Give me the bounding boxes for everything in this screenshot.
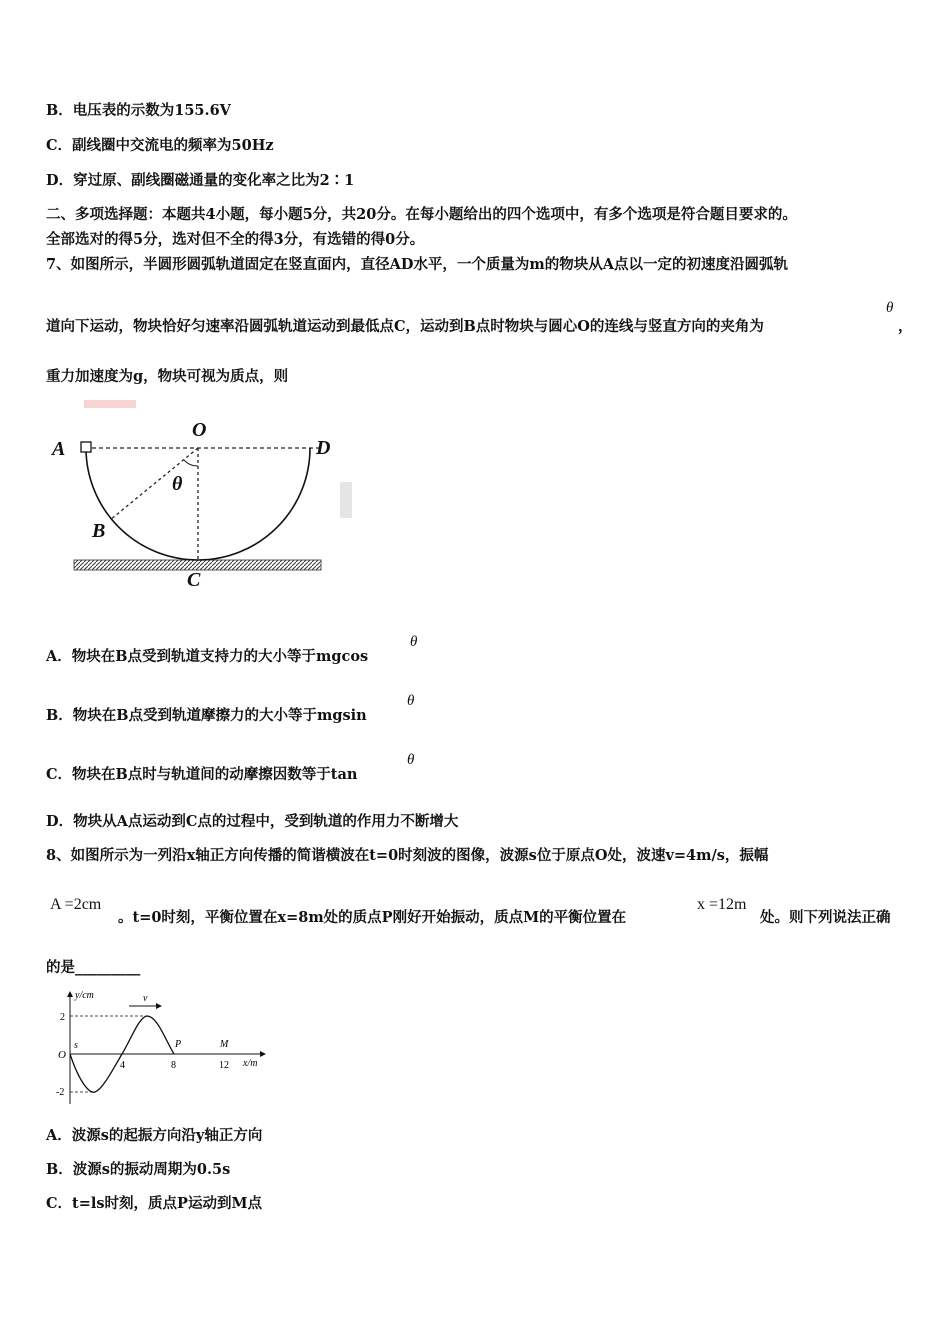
theta-symbol: θ	[410, 634, 418, 650]
q8-option-a: A．波源s的起振方向沿y轴正方向	[46, 1127, 263, 1144]
q8-line-3: 的是_________	[46, 959, 141, 976]
line-q6-b: B．电压表的示数为155.6V	[46, 102, 231, 119]
x-axis-label: x/m	[243, 1058, 258, 1069]
q7-option-a: A．物块在B点受到轨道支持力的大小等于mgcos	[46, 648, 369, 665]
label-theta: θ	[172, 473, 183, 495]
radius-ob	[110, 448, 198, 520]
theta-symbol: θ	[407, 752, 415, 768]
y-axis-label: y/cm	[75, 990, 94, 1001]
source-label: s	[74, 1040, 78, 1051]
amplitude-formula: A =2cm	[50, 896, 102, 913]
block-at-a	[81, 442, 91, 452]
tick-y-2: 2	[60, 1012, 65, 1023]
theta-symbol: θ	[407, 693, 415, 709]
tick-x-12: 12	[219, 1060, 229, 1071]
label-d: D	[316, 437, 331, 459]
v-label: v	[143, 993, 148, 1004]
q7-line-1: 7、如图所示，半圆形圆弧轨道固定在竖直面内，直径AD水平，一个质量为m的物块从A点以一定的初速度沿圆弧轨	[46, 256, 789, 273]
q7-line-2: 道向下运动，物块恰好匀速率沿圆弧轨道运动到最低点C，运动到B点时物块与圆心O的连线与竖直方向的夹角为	[46, 318, 764, 335]
point-p-label: P	[175, 1039, 182, 1050]
q7-line-3: 重力加速度为g，物块可视为质点，则	[46, 368, 289, 385]
q8-line-2: 。t=0时刻，平衡位置在x=8m处的质点P刚好开始振动，质点M的平衡位置在	[118, 909, 627, 926]
q8-line-2-end: 处。则下列说法正确	[760, 909, 891, 926]
label-b: B	[92, 520, 106, 542]
line-q6-c: C．副线圈中交流电的频率为50Hz	[46, 137, 274, 154]
point-m-label: M	[220, 1039, 229, 1050]
q8-option-b: B．波源s的振动周期为0.5s	[46, 1161, 231, 1178]
label-a: A	[52, 438, 66, 460]
line-q6-d: D．穿过原、副线圈磁通量的变化率之比为2∶1	[46, 172, 355, 189]
angle-arc	[184, 460, 198, 466]
section2-heading: 二、多项选择题：本题共4小题，每小题5分，共20分。在每小题给出的四个选项中，有多个选项是符合题目要求的。	[46, 206, 797, 223]
watermark-smudge	[84, 400, 352, 518]
label-o: O	[192, 419, 207, 441]
theta-symbol: θ	[886, 300, 894, 316]
q7-option-b: B．物块在B点受到轨道摩擦力的大小等于mgsin	[46, 707, 367, 724]
origin-label: O	[58, 1049, 66, 1061]
q7-option-c: C．物块在B点时与轨道间的动摩擦因数等于tan	[46, 766, 358, 783]
tick-x-4: 4	[120, 1060, 125, 1071]
q8-option-c: C．t=ls时刻，质点P运动到M点	[46, 1195, 263, 1212]
comma: ，	[898, 318, 913, 335]
tick-y-neg2: -2	[56, 1087, 65, 1098]
label-c: C	[187, 569, 201, 590]
tick-x-8: 8	[171, 1060, 176, 1071]
section2-scoring: 全部选对的得5分，选对但不全的得3分，有选错的得0分。	[46, 231, 425, 248]
q8-line-1: 8、如图所示为一列沿x轴正方向传播的简谐横波在t=0时刻波的图像，波源s位于原点O处，波速v=4m/s，振幅	[46, 847, 769, 864]
q7-option-d: D．物块从A点运动到C点的过程中，受到轨道的作用力不断增大	[46, 813, 459, 830]
position-formula: x =12m	[697, 896, 747, 913]
q8-wave-graph	[45, 984, 275, 1114]
q7-diagram	[40, 390, 370, 590]
